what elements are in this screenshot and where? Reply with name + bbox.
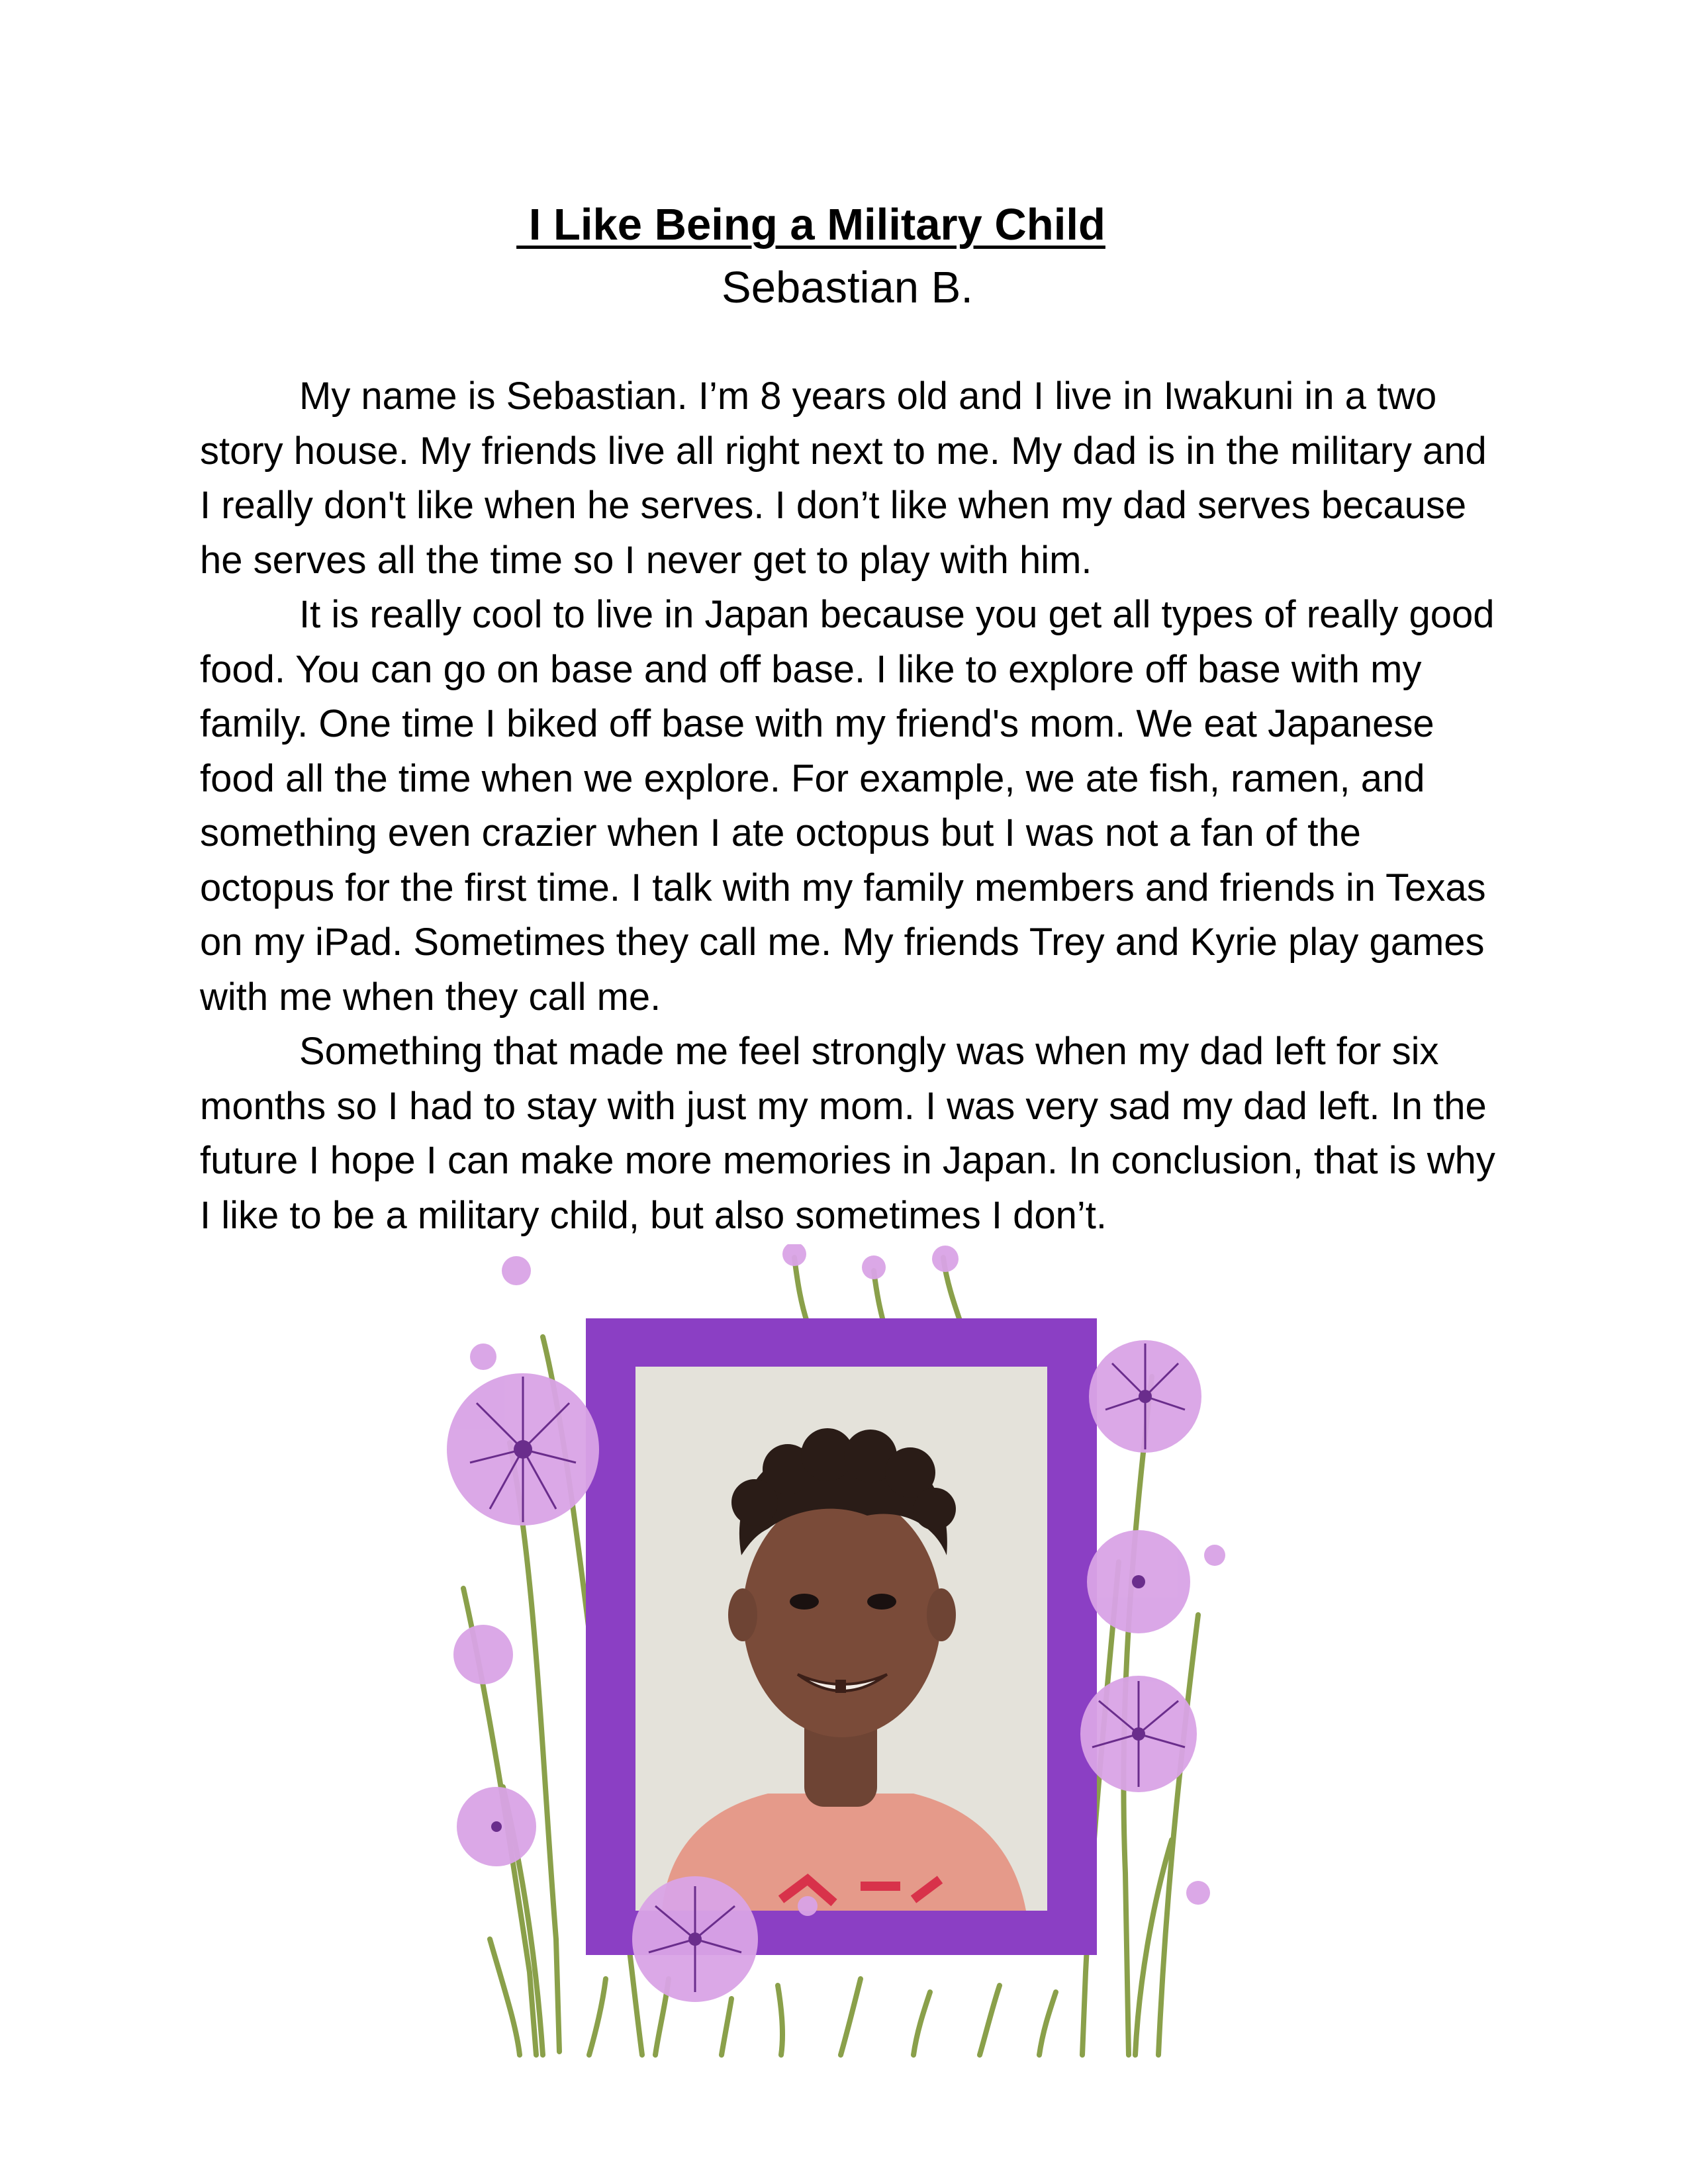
photo-frame-illustration bbox=[437, 1244, 1231, 2058]
paragraph-1: My name is Sebastian. I’m 8 years old and I live in Iwakuni in a two story house. My friends live all right next to me. My dad is in the military and I really don't like when he serves. I don’t like when my dad serves because he serves all the time so I never get to play with him. bbox=[200, 375, 1487, 582]
essay-body bbox=[200, 369, 1497, 1243]
paragraph-2: It is really cool to live in Japan because you get all types of really good food. You can go on base and off base. I like to explore off base with my family. One time I biked off base with my friend's mom. We eat Japanese food all the time when we explore. For example, we ate fish, ramen, and something even crazier when I ate octopus but I was not a fan of the octopus for the first time. I talk with my family members and friends in Texas on my iPad. Sometimes they call me. My friends Trey and Kyrie play games with me when they call me. bbox=[200, 593, 1495, 1019]
paragraph-3: Something that made me feel strongly was when my dad left for six months so I had to stay with just my mom. I was very sad my dad left. In the future I hope I can make more memories in Japan. In conclusion, that is why I like to be a military child, but also sometimes I don’t. bbox=[200, 1030, 1495, 1237]
document-title: I Like Being a Military Child bbox=[516, 200, 1105, 250]
author-name: Sebastian B. bbox=[722, 263, 973, 312]
dandelion-frame-art bbox=[437, 1244, 1231, 2058]
